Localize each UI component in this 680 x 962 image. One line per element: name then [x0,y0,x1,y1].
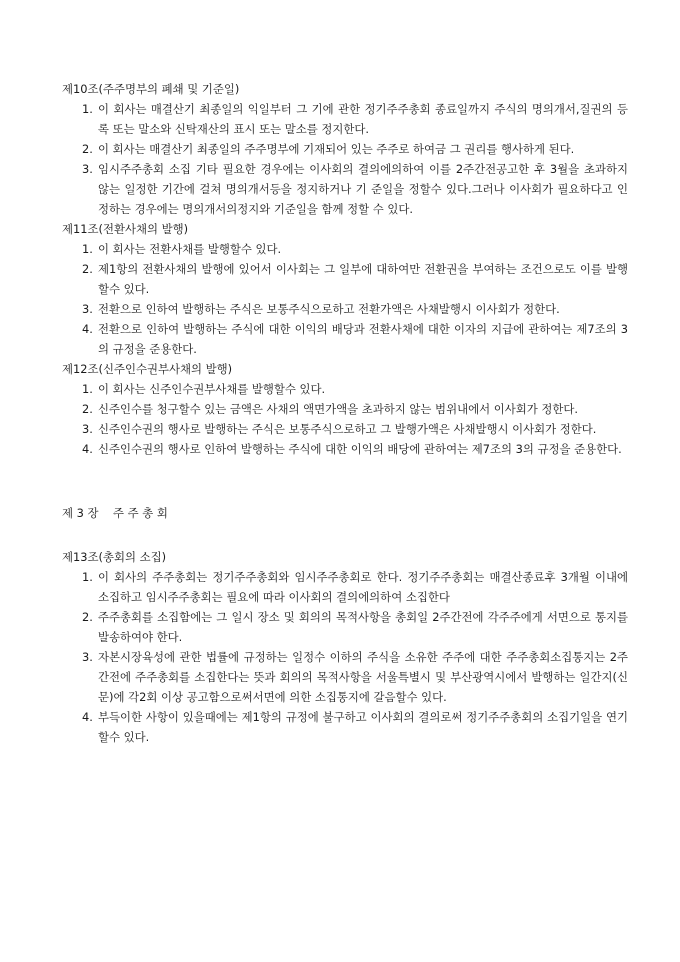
item-text: 이 회사는 신주인수권부사채를 발행할수 있다. [98,382,326,396]
list-item [62,259,628,299]
item-number: 1. [82,102,93,116]
article-title: 제13조(총회의 소집) [62,550,167,564]
list-item [62,419,628,439]
item-number: 4. [82,322,93,336]
item-number: 2. [82,402,93,416]
list-item [62,399,628,419]
item-number: 2. [82,610,93,624]
article-title: 제10조(주주명부의 폐쇄 및 기준일) [62,82,240,96]
article-10 [62,79,628,219]
item-text: 이 회사는 매결산기 최종일의 익일부터 그 기에 관한 정기주주총회 종료일까지 주식의 명의개서,질권의 등록 또는 말소와 신탁재산의 표시 또는 말소를 정지한다. [98,102,628,136]
item-number: 1. [82,570,93,584]
list-item [62,319,628,359]
item-text: 이 회사는 전환사채를 발행할수 있다. [98,242,282,256]
item-number: 2. [82,142,93,156]
item-number: 3. [82,650,93,664]
item-number: 3. [82,422,93,436]
list-item [62,379,628,399]
item-text: 신주인수권의 행사로 발행하는 주식은 보통주식으로하고 그 발행가액은 사채발행시 이사회가 정한다. [98,422,597,436]
item-text: 신주인수를 청구할수 있는 금액은 사채의 액면가액을 초과하지 않는 범위내에서 이사회가 정한다. [98,402,578,416]
item-number: 1. [82,242,93,256]
list-item [62,99,628,139]
item-text: 임시주주총회 소집 기타 필요한 경우에는 이사회의 결의에의하여 이를 2주간전공고한 후 3월을 초과하지 않는 일정한 기간에 걸쳐 명의개서등을 정지하거나 기 준일을 정할수 있다.그러나 이사회가 필요하다고 인정하는 경우에는 명의개서의정지와 기준일을 함께 정할 수 있다. [98,162,628,216]
list-item [62,439,628,459]
item-number: 2. [82,262,93,276]
item-text: 이 회사는 매결산기 최종일의 주주명부에 기재되어 있는 주주로 하여금 그 권리를 행사하게 된다. [98,142,575,156]
item-text: 주주총회를 소집함에는 그 일시 장소 및 회의의 목적사항을 총회일 2주간전에 각주주에게 서면으로 통지를 발송하여야 한다. [98,610,628,644]
article-13 [62,547,628,747]
item-text: 제1항의 전환사채의 발행에 있어서 이사회는 그 일부에 대하여만 전환권을 부여하는 조건으로도 이를 발행할수 있다. [98,262,628,296]
item-number: 4. [82,710,93,724]
list-item [62,299,628,319]
item-number: 1. [82,382,93,396]
list-item [62,139,628,159]
article-title: 제12조(신주인수권부사채의 발행) [62,362,233,376]
item-number: 3. [82,162,93,176]
list-item [62,647,628,707]
item-text: 이 회사의 주주총회는 정기주주총회와 임시주주총회로 한다. 정기주주총회는 매결산종료후 3개월 이내에 소집하고 임시주주총회는 필요에 따라 이사회의 결의에의하여 소집한다 [98,570,628,604]
item-text: 전환으로 인하여 발행하는 주식에 대한 이익의 배당과 전환사채에 대한 이자의 지급에 관하여는 제7조의 3의 규정을 준용한다. [98,322,628,356]
article-11 [62,219,628,359]
article-12 [62,359,628,459]
item-text: 부득이한 사항이 있을때에는 제1항의 규정에 불구하고 이사회의 결의로써 정기주주총회의 소집기일을 연기할수 있다. [98,710,628,744]
article-title: 제11조(전환사채의 발행) [62,222,189,236]
item-text: 자본시장육성에 관한 법률에 규정하는 일정수 이하의 주식을 소유한 주주에 대한 주주총회소집통지는 2주간전에 주주총회를 소집한다는 뜻과 회의의 목적사항을 서울특별시 및 부산광역시에서 발행하는 일간지(신문)에 각2회 이상 공고함으로써서면에 의한 소집통지에 갈음할수 있다. [98,650,628,704]
item-text: 신주인수권의 행사로 인하여 발행하는 주식에 대한 이익의 배당에 관하여는 제7조의 3의 규정을 준용한다. [98,442,622,456]
list-item [62,239,628,259]
list-item [62,607,628,647]
item-number: 4. [82,442,93,456]
list-item [62,159,628,219]
list-item [62,567,628,607]
list-item [62,707,628,747]
item-text: 전환으로 인하여 발행하는 주식은 보통주식으로하고 전환가액은 사채발행시 이사회가 정한다. [98,302,560,316]
chapter-heading: 제 3 장 주 주 총 회 [62,506,168,520]
item-number: 3. [82,302,93,316]
